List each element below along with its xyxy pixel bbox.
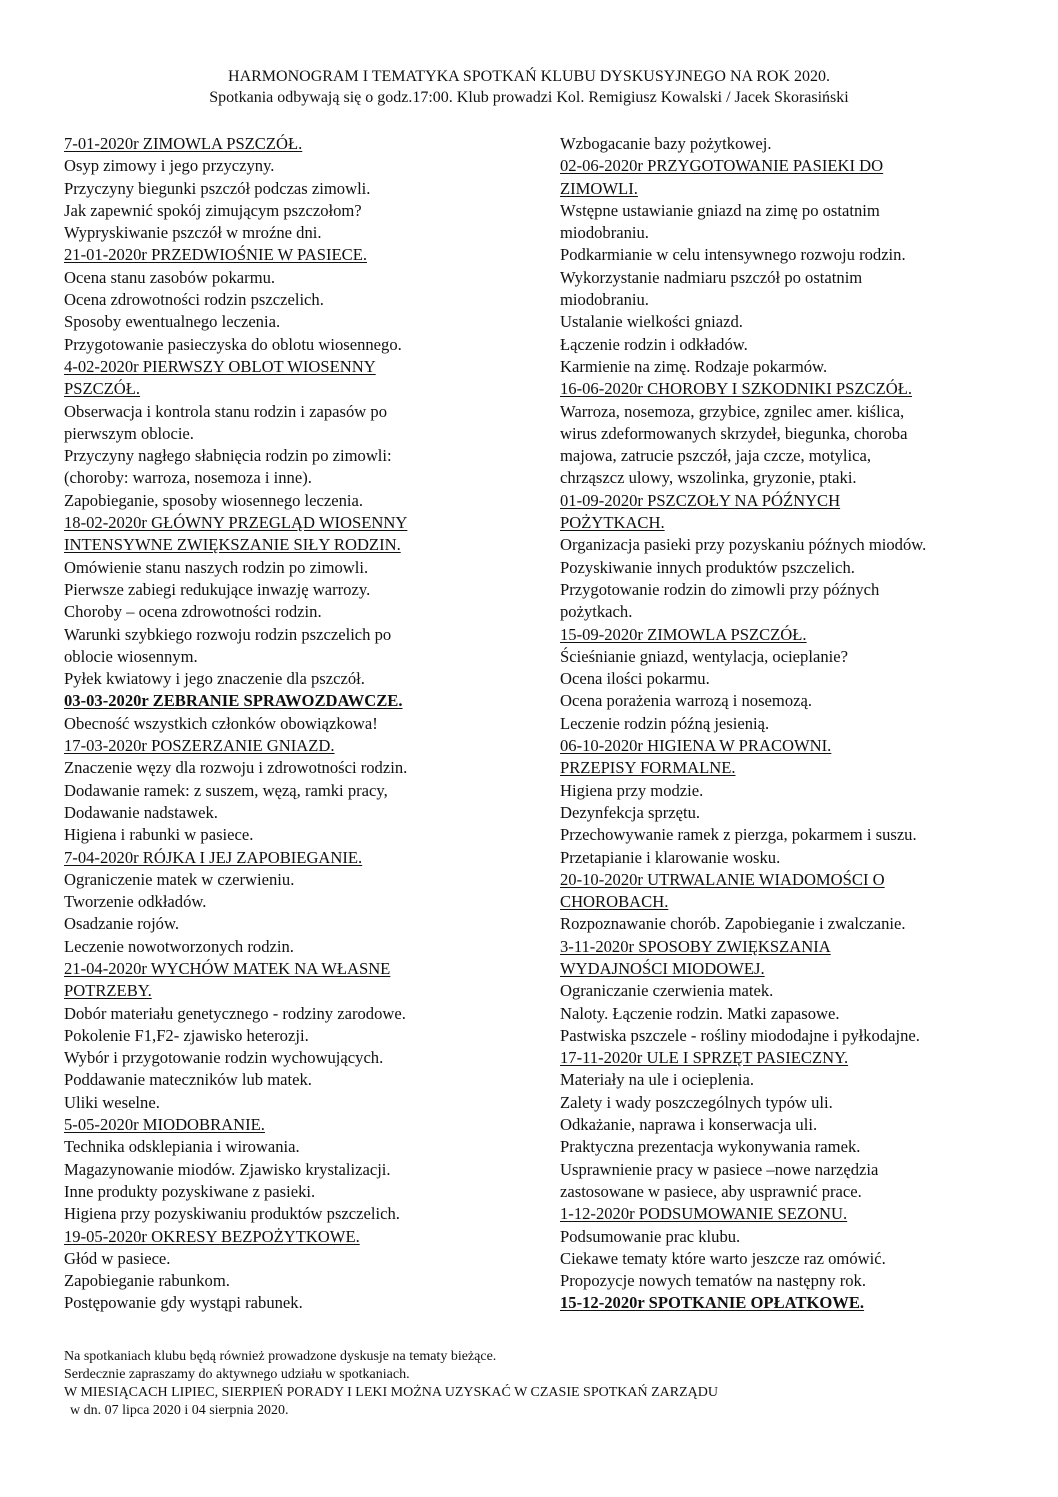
topic-line: Warroza, nosemoza, grzybice, zgnilec amer. kiślica,: [560, 401, 905, 421]
footer-line: w dn. 07 lipca 2020 i 04 sierpnia 2020.: [70, 1403, 289, 1418]
meeting-heading: 18-02-2020r GŁÓWNY PRZEGLĄD WIOSENNY: [64, 513, 408, 533]
meeting-heading: ZIMOWLI.: [560, 178, 638, 198]
topic-line: Wybór i przygotowanie rodzin wychowujących.: [64, 1048, 384, 1068]
topic-line: Jak zapewnić spokój zimującym pszczołom?: [64, 200, 362, 220]
topic-line: Karmienie na zimę. Rodzaje pokarmów.: [560, 356, 828, 376]
topic-line: Ustalanie wielkości gniazd.: [560, 312, 743, 332]
topic-line: Magazynowanie miodów. Zjawisko krystalizacji.: [64, 1159, 391, 1179]
topic-line: Organizacja pasieki przy pozyskaniu późnych miodów.: [560, 535, 927, 555]
topic-line: Osyp zimowy i jego przyczyny.: [64, 156, 275, 176]
topic-line: Rozpoznawanie chorób. Zapobieganie i zwalczanie.: [560, 914, 906, 934]
topic-line: Sposoby ewentualnego leczenia.: [64, 312, 281, 332]
topic-line: Usprawnienie pracy w pasiece –nowe narzędzia: [560, 1159, 879, 1179]
topic-line: Leczenie rodzin późną jesienią.: [560, 713, 770, 733]
topic-line: Obecność wszystkich członków obowiązkowa!: [64, 713, 378, 733]
meeting-heading: 4-02-2020r PIERWSZY OBLOT WIOSENNY: [64, 356, 376, 376]
topic-line: chrząszcz ulowy, wszolinka, gryzonie, ptaki.: [560, 468, 857, 488]
topic-line: Odkażanie, naprawa i konserwacja uli.: [560, 1115, 818, 1135]
topic-line: Praktyczna prezentacja wykonywania ramek.: [560, 1137, 861, 1157]
topic-line: Pyłek kwiatowy i jego znaczenie dla pszczół.: [64, 669, 365, 689]
meeting-heading: 15-12-2020r SPOTKANIE OPŁATKOWE.: [560, 1293, 865, 1313]
meeting-heading: PSZCZÓŁ.: [64, 379, 141, 399]
meeting-heading: 1-12-2020r PODSUMOWANIE SEZONU.: [560, 1204, 848, 1224]
meeting-heading: INTENSYWNE ZWIĘKSZANIE SIŁY RODZIN.: [64, 535, 401, 555]
meeting-heading: 5-05-2020r MIODOBRANIE.: [64, 1115, 265, 1135]
meeting-heading: 03-03-2020r ZEBRANIE SPRAWOZDAWCZE.: [64, 691, 403, 711]
topic-line: Inne produkty pozyskiwane z pasieki.: [64, 1181, 316, 1201]
topic-line: Ciekawe tematy które warto jeszcze raz omówić.: [560, 1248, 886, 1268]
footer-line: W MIESIĄCACH LIPIEC, SIERPIEŃ PORADY I LEKI MOŻNA UZYSKAĆ W CZASIE SPOTKAŃ ZARZĄDU: [64, 1385, 718, 1400]
topic-line: Propozycje nowych tematów na następny rok.: [560, 1271, 866, 1291]
topic-line: Omówienie stanu naszych rodzin po zimowli.: [64, 557, 369, 577]
topic-line: Pastwiska pszczele - rośliny miododajne i pyłkodajne.: [560, 1025, 920, 1045]
topic-line: Wzbogacanie bazy pożytkowej.: [560, 134, 772, 153]
topic-line: Obserwacja i kontrola stanu rodzin i zapasów po: [64, 401, 388, 421]
meeting-heading: POŻYTKACH.: [560, 513, 665, 533]
topic-line: miodobraniu.: [560, 223, 649, 243]
topic-line: (choroby: warroza, nosemoza i inne).: [64, 468, 312, 488]
topic-line: Higiena i rabunki w pasiece.: [64, 825, 254, 845]
topic-line: Materiały na ule i ocieplenia.: [560, 1070, 754, 1090]
meeting-heading: 7-04-2020r RÓJKA I JEJ ZAPOBIEGANIE.: [64, 847, 363, 867]
topic-line: Przyczyny biegunki pszczół podczas zimowli.: [64, 178, 371, 198]
topic-line: Postępowanie gdy wystąpi rabunek.: [64, 1293, 303, 1313]
right-column: [560, 133, 990, 1315]
meeting-heading: 21-01-2020r PRZEDWIOŚNIE W PASIECE.: [64, 245, 367, 265]
topic-line: majowa, zatrucie pszczół, jaja czcze, motylica,: [560, 446, 871, 466]
topic-line: Higiena przy pozyskiwaniu produktów pszczelich.: [64, 1204, 400, 1224]
topic-line: Przechowywanie ramek z pierzga, pokarmem i suszu.: [560, 825, 917, 845]
topic-line: miodobraniu.: [560, 290, 649, 310]
meeting-heading: POTRZEBY.: [64, 981, 152, 1001]
topic-line: Ograniczanie czerwienia matek.: [560, 981, 774, 1001]
topic-line: Naloty. Łączenie rodzin. Matki zapasowe.: [560, 1003, 840, 1023]
topic-line: Leczenie nowotworzonych rodzin.: [64, 936, 294, 956]
meeting-heading: 19-05-2020r OKRESY BEZPOŻYTKOWE.: [64, 1226, 360, 1246]
document-title: HARMONOGRAM I TEMATYKA SPOTKAŃ KLUBU DYSKUSYJNEGO NA ROK 2020.: [228, 68, 830, 85]
topic-line: pożytkach.: [560, 602, 633, 622]
meeting-heading: 02-06-2020r PRZYGOTOWANIE PASIEKI DO: [560, 156, 884, 176]
topic-line: oblocie wiosennym.: [64, 646, 198, 666]
footer-notes: [64, 1348, 1024, 1420]
topic-line: Podsumowanie prac klubu.: [560, 1226, 741, 1246]
topic-line: Dobór materiału genetycznego - rodziny zarodowe.: [64, 1003, 406, 1023]
left-column: [64, 133, 542, 1315]
topic-line: Przygotowanie rodzin do zimowli przy późnych: [560, 579, 880, 599]
topic-line: Przetapianie i klarowanie wosku.: [560, 847, 781, 867]
topic-line: Uliki weselne.: [64, 1092, 160, 1112]
meeting-heading: 17-11-2020r ULE I SPRZĘT PASIECZNY.: [560, 1048, 849, 1068]
footer-line: Na spotkaniach klubu będą również prowadzone dyskusje na tematy bieżące.: [64, 1349, 497, 1364]
meeting-heading: CHOROBACH.: [560, 892, 669, 912]
topic-line: Osadzanie rojów.: [64, 914, 180, 934]
meeting-heading: 17-03-2020r POSZERZANIE GNIAZD.: [64, 736, 335, 756]
topic-line: Technika odsklepiania i wirowania.: [64, 1137, 300, 1157]
topic-line: Pierwsze zabiegi redukujące inwazję warrozy.: [64, 579, 371, 599]
meeting-heading: 21-04-2020r WYCHÓW MATEK NA WŁASNE: [64, 958, 391, 978]
topic-line: Przygotowanie pasieczyska do oblotu wiosennego.: [64, 334, 402, 354]
topic-line: Przyczyny nagłego słabnięcia rodzin po zimowli:: [64, 446, 392, 466]
topic-line: Pokolenie F1,F2- zjawisko heterozji.: [64, 1025, 309, 1045]
topic-line: Dodawanie nadstawek.: [64, 802, 218, 822]
topic-line: Zalety i wady poszczególnych typów uli.: [560, 1092, 833, 1112]
topic-line: Ocena porażenia warrozą i nosemozą.: [560, 691, 812, 711]
meeting-heading: 20-10-2020r UTRWALANIE WIADOMOŚCI O: [560, 869, 885, 889]
topic-line: Wykorzystanie nadmiaru pszczół po ostatnim: [560, 267, 863, 287]
topic-line: Pozyskiwanie innych produktów pszczelich.: [560, 557, 855, 577]
document-subtitle: Spotkania odbywają się o godz.17:00. Klub prowadzi Kol. Remigiusz Kowalski / Jacek Skorasiński: [209, 89, 849, 106]
topic-line: wirus zdeformowanych skrzydeł, biegunka, choroba: [560, 423, 908, 443]
footer-line: Serdecznie zapraszamy do aktywnego udziału w spotkaniach.: [64, 1367, 410, 1382]
topic-line: Ocena stanu zasobów pokarmu.: [64, 267, 276, 287]
topic-line: Dezynfekcja sprzętu.: [560, 802, 701, 822]
meeting-heading: 3-11-2020r SPOSOBY ZWIĘKSZANIA: [560, 936, 831, 956]
topic-line: Łączenie rodzin i odkładów.: [560, 334, 748, 354]
document-header: [0, 66, 1058, 108]
topic-line: Ścieśnianie gniazd, wentylacja, ocieplanie?: [560, 646, 848, 666]
topic-line: Tworzenie odkładów.: [64, 892, 207, 912]
topic-line: Dodawanie ramek: z suszem, węzą, ramki pracy,: [64, 780, 388, 800]
topic-line: Głód w pasiece.: [64, 1248, 171, 1268]
meeting-heading: 06-10-2020r HIGIENA W PRACOWNI.: [560, 736, 832, 756]
topic-line: Higiena przy modzie.: [560, 780, 704, 800]
topic-line: Zapobieganie, sposoby wiosennego leczenia.: [64, 490, 364, 510]
meeting-heading: PRZEPISY FORMALNE.: [560, 758, 736, 778]
topic-line: Wypryskiwanie pszczół w mroźne dni.: [64, 223, 322, 243]
topic-line: zastosowane w pasiece, aby usprawnić prace.: [560, 1181, 862, 1201]
topic-line: Choroby – ocena zdrowotności rodzin.: [64, 602, 322, 622]
topic-line: Zapobieganie rabunkom.: [64, 1271, 230, 1291]
topic-line: Ocena ilości pokarmu.: [560, 669, 710, 689]
meeting-heading: 01-09-2020r PSZCZOŁY NA PÓŹNYCH: [560, 490, 841, 510]
topic-line: Wstępne ustawianie gniazd na zimę po ostatnim: [560, 200, 880, 220]
topic-line: Ocena zdrowotności rodzin pszczelich.: [64, 290, 324, 310]
topic-line: Znaczenie węzy dla rozwoju i zdrowotności rodzin.: [64, 758, 408, 778]
meeting-heading: WYDAJNOŚCI MIODOWEJ.: [560, 958, 765, 978]
topic-line: Poddawanie mateczników lub matek.: [64, 1070, 312, 1090]
topic-line: Warunki szybkiego rozwoju rodzin pszczelich po: [64, 624, 392, 644]
meeting-heading: 15-09-2020r ZIMOWLA PSZCZÓŁ.: [560, 624, 807, 644]
meeting-heading: 16-06-2020r CHOROBY I SZKODNIKI PSZCZÓŁ.: [560, 379, 912, 399]
topic-line: Ograniczenie matek w czerwieniu.: [64, 869, 295, 889]
topic-line: Podkarmianie w celu intensywnego rozwoju rodzin.: [560, 245, 906, 265]
meeting-heading: 7-01-2020r ZIMOWLA PSZCZÓŁ.: [64, 134, 303, 153]
topic-line: pierwszym oblocie.: [64, 423, 194, 443]
